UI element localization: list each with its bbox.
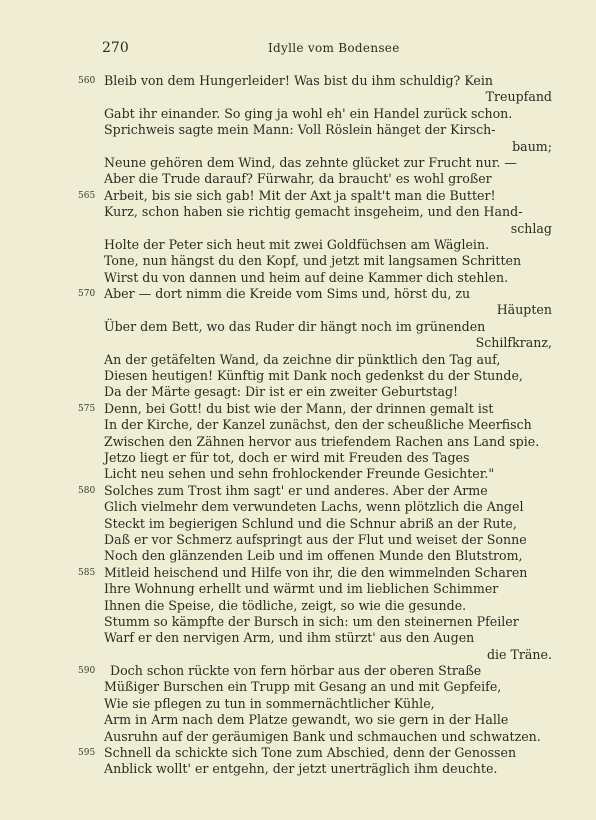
- verse-line: [0, 253, 596, 269]
- verse-line: [0, 122, 596, 138]
- verse-text: Sprichweis sagte mein Mann: Voll Röslein hänget der Kirsch-: [104, 122, 496, 138]
- verse-text: die Träne.: [486, 646, 552, 662]
- verse-text: Wirst du von dannen und heim auf deine Kammer dich stehlen.: [104, 269, 509, 285]
- verse-text: In der Kirche, der Kanzel zunächst, den der scheußliche Meerfisch: [104, 417, 532, 433]
- verse-line: [0, 450, 596, 466]
- verse-line: [0, 483, 596, 499]
- verse-line: [0, 106, 596, 122]
- verse-line: [0, 565, 596, 581]
- verse-text: Neune gehören dem Wind, das zehnte glücket zur Frucht nur. —: [104, 154, 517, 170]
- verse-text: Noch den glänzenden Leib und im offenen Munde den Blutstrom,: [104, 548, 523, 564]
- verse-text: Kurz, schon haben sie richtig gemacht insgeheim, und den Hand-: [104, 204, 523, 220]
- verse-text: Schilfkranz,: [475, 335, 552, 351]
- verse-text: Doch schon rückte von fern hörbar aus der oberen Straße: [110, 663, 482, 679]
- verse-text: Solches zum Trost ihm sagt' er und anderes. Aber der Arme: [104, 482, 488, 498]
- verse-line: [0, 499, 596, 515]
- verse-text: baum;: [512, 138, 552, 154]
- verse-line: [0, 761, 596, 777]
- verse-continuation: [0, 139, 596, 155]
- verse-text: Mitleid heischend und Hilfe von ihr, die den wimmelnden Scharen: [104, 564, 528, 580]
- verse-text: Tone, nun hängst du den Kopf, und jetzt mit langsamen Schritten: [104, 253, 522, 269]
- verse-text: Ihnen die Speise, die tödliche, zeigt, so wie die gesunde.: [104, 597, 467, 613]
- verse-line: [0, 516, 596, 532]
- verse-line: [0, 368, 596, 384]
- verse-line: [0, 581, 596, 597]
- verse-line: [0, 745, 596, 761]
- verse-line: [0, 466, 596, 482]
- verse-line: [0, 696, 596, 712]
- verse-text: Aber — dort nimm die Kreide vom Sims und, hörst du, zu: [104, 286, 471, 302]
- verse-line: [0, 712, 596, 728]
- verse-text: Gabt ihr einander. So ging ja wohl eh' ein Handel zurück schon.: [104, 105, 513, 121]
- verse-line: [0, 729, 596, 745]
- verse-text: Aber die Trude darauf? Fürwahr, da braucht' es wohl großer: [104, 171, 492, 187]
- verse-text: Müßiger Burschen ein Trupp mit Gesang an und mit Gepfeife,: [104, 679, 502, 695]
- line-number: 570: [78, 289, 96, 300]
- verse-text: An der getäfelten Wand, da zeichne dir pünktlich den Tag auf,: [104, 351, 501, 367]
- line-number: 580: [78, 485, 96, 496]
- verse-line: [0, 270, 596, 286]
- verse-text: Arm in Arm nach dem Platze gewandt, wo sie gern in der Halle: [104, 712, 509, 728]
- verse-line: [0, 532, 596, 548]
- verse-line: [0, 663, 596, 679]
- verse-continuation: [0, 221, 596, 237]
- verse-text: Glich vielmehr dem verwundeten Lachs, wenn plötzlich die Angel: [104, 499, 524, 515]
- verse-continuation: [0, 647, 596, 663]
- verse-text: Stumm so kämpfte der Bursch in sich: um den steinernen Pfeiler: [104, 613, 519, 629]
- verse-line: [0, 384, 596, 400]
- line-number: 590: [78, 666, 96, 677]
- verse-line: [0, 171, 596, 187]
- line-number: 585: [78, 567, 96, 578]
- line-number: 575: [78, 403, 96, 414]
- verse-text: Über dem Bett, wo das Ruder dir hängt noch im grünenden: [104, 318, 486, 334]
- page-header: [0, 40, 596, 60]
- verse-line: [0, 679, 596, 695]
- verse-text: Bleib von dem Hungerleider! Was bist du ihm schuldig? Kein: [104, 73, 493, 88]
- verse-continuation: [0, 302, 596, 318]
- verse-line: [0, 204, 596, 220]
- verse-text: Licht neu sehen und sehn frohlockender Freunde Gesichter.": [104, 466, 495, 482]
- poem-body: [0, 73, 596, 778]
- verse-text: Anblick wollt' er entgehn, der jetzt unerträglich ihm deuchte.: [104, 761, 498, 777]
- verse-line: [0, 155, 596, 171]
- verse-text: Ihre Wohnung erhellt und wärmt und im lieblichen Schimmer: [104, 581, 499, 597]
- verse-line: [0, 417, 596, 433]
- verse-text: Zwischen den Zähnen hervor aus triefendem Rachen ans Land spie.: [104, 433, 540, 449]
- verse-line: [0, 319, 596, 335]
- verse-line: [0, 401, 596, 417]
- verse-text: Daß er vor Schmerz aufspringt aus der Flut und weiset der Sonne: [104, 531, 527, 547]
- verse-text: Arbeit, bis sie sich gab! Mit der Axt ja spalt't man die Butter!: [104, 187, 496, 203]
- verse-line: [0, 630, 596, 646]
- verse-line: [0, 614, 596, 630]
- verse-line: [0, 352, 596, 368]
- verse-line: [0, 73, 596, 89]
- line-number: 560: [78, 76, 96, 86]
- verse-text: Schnell da schickte sich Tone zum Abschied, denn der Genossen: [104, 745, 517, 761]
- verse-text: schlag: [510, 220, 552, 236]
- verse-text: Treupfand: [485, 89, 552, 105]
- line-number: 595: [78, 748, 96, 759]
- verse-text: Wie sie pflegen zu tun in sommernächtlicher Kühle,: [104, 695, 435, 711]
- verse-text: Steckt im begierigen Schlund und die Schnur abriß an der Rute,: [104, 515, 517, 531]
- verse-text: Holte der Peter sich heut mit zwei Goldfüchsen am Wäglein.: [104, 236, 490, 252]
- page-number: 270: [102, 40, 129, 56]
- verse-continuation: [0, 335, 596, 351]
- running-head: Idylle vom Bodensee: [268, 41, 400, 55]
- verse-text: Jetzo liegt er für tot, doch er wird mit Freuden des Tages: [104, 449, 470, 465]
- verse-text: Häupten: [496, 302, 552, 318]
- verse-line: [0, 434, 596, 450]
- verse-line: [0, 188, 596, 204]
- verse-text: Warf er den nervigen Arm, und ihm stürzt' aus den Augen: [104, 630, 475, 646]
- verse-text: Denn, bei Gott! du bist wie der Mann, der drinnen gemalt ist: [104, 400, 494, 416]
- verse-text: Ausruhn auf der geräumigen Bank und schmauchen und schwatzen.: [104, 728, 541, 744]
- verse-continuation: [0, 89, 596, 105]
- line-number: 565: [78, 190, 96, 201]
- verse-text: Da der Märte gesagt: Dir ist er ein zweiter Geburtstag!: [104, 384, 459, 400]
- verse-line: [0, 237, 596, 253]
- verse-line: [0, 548, 596, 564]
- verse-text: Diesen heutigen! Künftig mit Dank noch gedenkst du der Stunde,: [104, 368, 523, 384]
- verse-line: [0, 286, 596, 302]
- verse-line: [0, 598, 596, 614]
